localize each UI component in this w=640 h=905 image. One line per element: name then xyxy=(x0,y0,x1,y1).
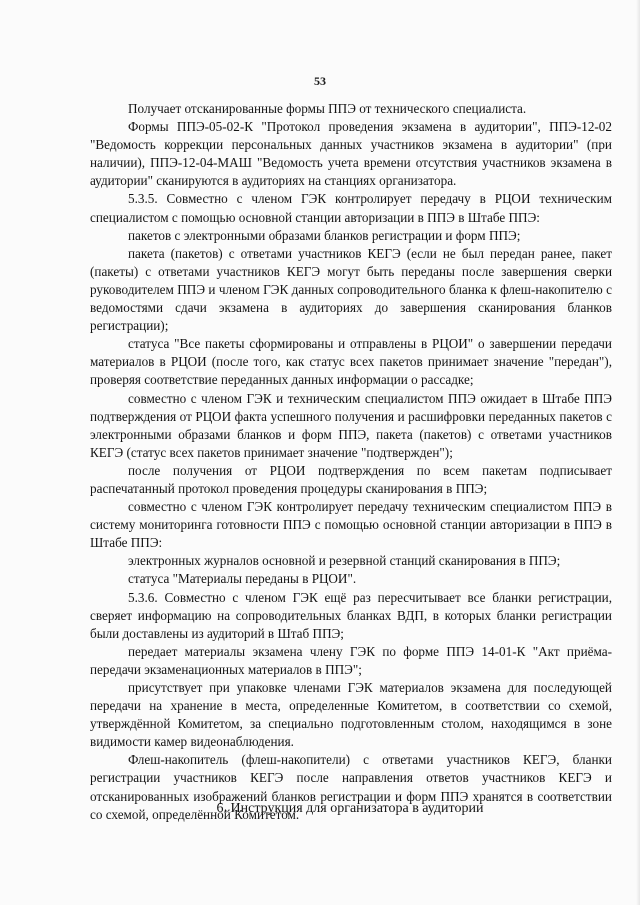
paragraph: Формы ППЭ-05-02-К "Протокол проведения экзамена в аудитории", ППЭ-12-02 "Ведомость коррекции персональных данных участников экзамена в аудитории" (при наличии), ППЭ-12-04-МАШ "Ведомость учета времени отсутствия участников экзамена в аудитории" сканируются в аудиториях на станциях организатора. xyxy=(90,119,612,189)
paragraph: статуса "Все пакеты сформированы и отправлены в РЦОИ" о завершении передачи материалов в РЦОИ (после того, как статус всех пакетов принимает значение "передан"), проверяя соответствие переданных данных информации о рассадке; xyxy=(90,336,612,388)
paragraph: пакетов с электронными образами бланков регистрации и форм ППЭ; xyxy=(128,227,521,243)
paragraph: Получает отсканированные формы ППЭ от технического специалиста. xyxy=(128,101,527,116)
paragraph: присутствует при упаковке членами ГЭК материалов экзамена для последующей передачи на хранение в места, определенные Комитетом, в соответствии со схемой, утверждённой Комитетом, за специально подготовленным столом, находящимся в зоне видимости камер видеонаблюдения. xyxy=(90,680,612,750)
paragraph: после получения от РЦОИ подтверждения по всем пакетам подписывает распечатанный протокол проведения процедуры сканирования в ППЭ; xyxy=(90,462,612,496)
paragraph: 5.3.5. Совместно с членом ГЭК контролирует передачу в РЦОИ техническим специалистом с помощью основной станции авторизации в ППЭ в Штабе ППЭ: xyxy=(90,191,612,225)
paragraph: совместно с членом ГЭК контролирует передачу техническим специалистом ППЭ в систему мониторинга готовности ППЭ с помощью основной станции авторизации в ППЭ в Штабе ППЭ: xyxy=(90,499,612,551)
page-number: 53 xyxy=(314,74,326,88)
paragraph: передает материалы экзамена члену ГЭК по форме ППЭ 14-01-К "Акт приёма-передачи экзаменационных материалов в ППЭ"; xyxy=(90,643,612,677)
paragraph: статуса "Материалы переданы в РЦОИ". xyxy=(128,571,357,587)
paragraph: 5.3.6. Совместно с членом ГЭК ещё раз пересчитывает все бланки регистрации, сверяет информацию на сопроводительных бланках ВДП, в которых бланки регистрации были доставлены из аудиторий в Штаб ППЭ; xyxy=(90,589,612,641)
page-edge-shadow xyxy=(636,0,640,905)
paragraph: совместно с членом ГЭК и техническим специалистом ППЭ ожидает в Штабе ППЭ подтверждения от РЦОИ факта успешного получения и расшифровки переданных пакетов с электронными образами бланков и форм ППЭ, пакета (пакетов) с ответами участников КЕГЭ (статус всех пакетов принимает значение "подтвержден"); xyxy=(90,390,612,460)
paragraph: электронных журналов основной и резервной станций сканирования в ППЭ; xyxy=(128,553,561,569)
section-heading: 6. Инструкция для организатора в аудитории xyxy=(216,801,484,816)
body-text xyxy=(90,100,612,824)
paragraph: Флеш-накопитель (флеш-накопители) с ответами участников КЕГЭ, бланки регистрации участников КЕГЭ после направления ответов участников КЕГЭ и отсканированных изображений бланков регистрации и форм ППЭ хранятся в соответствии со схемой, определённой Комитетом. xyxy=(90,752,612,822)
paragraph: пакета (пакетов) с ответами участников КЕГЭ (если не был передан ранее, пакет (пакеты) с ответами участников КЕГЭ могут быть переданы после завершения сверки руководителем ППЭ и членом ГЭК данных сопроводительного бланка к флеш-накопителю с ведомостями сдачи экзамена в аудиториях до завершения сканирования бланков регистрации); xyxy=(90,245,612,334)
